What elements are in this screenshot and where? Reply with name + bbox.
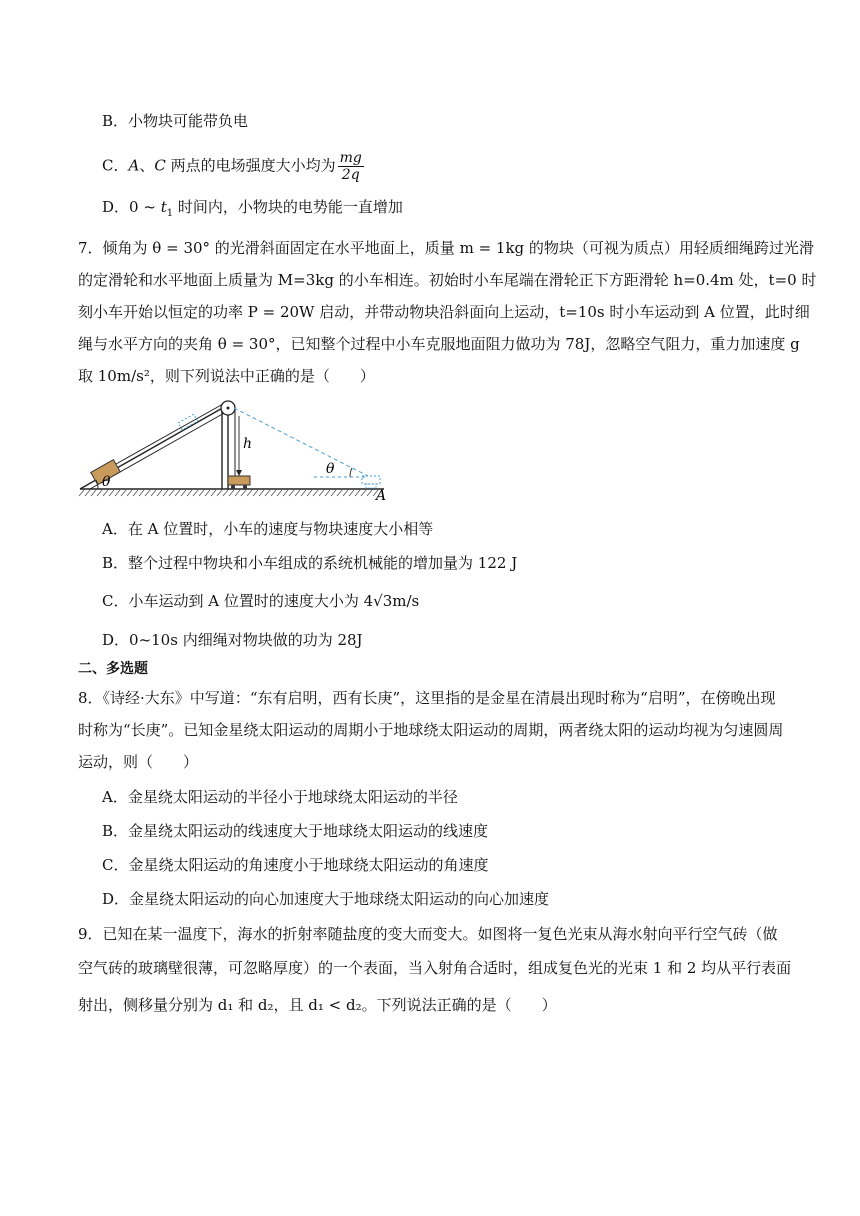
hatch-stroke <box>235 490 240 496</box>
q8-stem-line1: 8．《诗经·大东》中写道：“东有启明，西有长庚”，这里指的是金星在清晨出现时称为“启明”，在傍晚出现 <box>78 689 776 707</box>
q7-stem-line3: 刻小车开始以恒定的功率 P = 20W 启动，并带动物块沿斜面向上运动，t=10s 时小车运动到 A 位置，此时细 <box>78 303 810 321</box>
q6-option-d <box>102 197 403 224</box>
hatch-stroke <box>319 490 324 496</box>
q8-option-b: B．金星绕太阳运动的线速度大于地球绕太阳运动的线速度 <box>102 822 489 840</box>
hatch-stroke <box>223 490 228 496</box>
hatch-stroke <box>85 490 90 496</box>
q6-option-d-prefix: D．0 ~ <box>102 198 161 216</box>
hatch-stroke <box>343 490 348 496</box>
hatch-stroke <box>127 490 132 496</box>
cart-wheel-left <box>231 485 235 489</box>
q6-option-c-point-c: C <box>154 156 166 175</box>
angle-arc-right <box>350 468 352 477</box>
hatch-stroke <box>325 490 330 496</box>
hatch-stroke <box>91 490 96 496</box>
hatch-stroke <box>331 490 336 496</box>
h-label: h <box>243 436 253 452</box>
hatch-stroke <box>169 490 174 496</box>
cart <box>228 476 250 485</box>
section-title-multiple-choice: 二、多选题 <box>78 661 148 677</box>
q7-stem-line4: 绳与水平方向的夹角 θ = 30°，已知整个过程中小车克服地面阻力做功为 78J，忽略空气阻力，重力加速度 g <box>78 335 800 353</box>
h-arrow-head <box>236 470 242 476</box>
hatch-stroke <box>229 490 234 496</box>
hatch-stroke <box>199 490 204 496</box>
hatch-stroke <box>247 490 252 496</box>
hatch-stroke <box>241 490 246 496</box>
q9-stem-line1: 9．已知在某一温度下，海水的折射率随盐度的变大而变大。如图将一复色光束从海水射向平行空气砖（做 <box>78 925 778 943</box>
hatch-stroke <box>133 490 138 496</box>
hatch-stroke <box>367 490 372 496</box>
q7-option-b: B．整个过程中物块和小车组成的系统机械能的增加量为 122 J <box>102 554 518 572</box>
q9-stem-line3: 射出，侧移量分别为 d₁ 和 d₂，且 d₁ < d₂。下列说法正确的是（ ） <box>78 996 557 1014</box>
q6-option-d-sub: 1 <box>166 208 174 219</box>
hatch-stroke <box>361 490 366 496</box>
hatch-stroke <box>103 490 108 496</box>
q7-option-c: C．小车运动到 A 位置时的速度大小为 4√3m/s <box>102 592 420 610</box>
hatch-stroke <box>79 490 84 496</box>
q7-option-a: A．在 A 位置时，小车的速度与物块速度大小相等 <box>102 520 434 538</box>
hatch-stroke <box>211 490 216 496</box>
hatch-stroke <box>259 490 264 496</box>
q6-option-c-prefix: C． <box>102 156 129 175</box>
hatch-stroke <box>337 490 342 496</box>
hatch-stroke <box>277 490 282 496</box>
q7-figure <box>76 396 396 502</box>
hatch-stroke <box>163 490 168 496</box>
hatch-stroke <box>193 490 198 496</box>
hatch-stroke <box>175 490 180 496</box>
rope-incline <box>116 404 223 464</box>
q8-option-d: D．金星绕太阳运动的向心加速度大于地球绕太阳运动的向心加速度 <box>102 890 550 908</box>
fraction-denominator: 2q <box>341 167 360 183</box>
hatch-stroke <box>157 490 162 496</box>
q7-stem-line2: 的定滑轮和水平地面上质量为 M=3kg 的小车相连。初始时小车尾端在滑轮正下方距滑轮 h=0.4m 处，t=0 时 <box>78 271 817 289</box>
q6-option-d-text: 时间内，小物块的电势能一直增加 <box>173 198 403 216</box>
hatch-stroke <box>181 490 186 496</box>
fraction-numerator: mg <box>339 150 362 166</box>
hatch-stroke <box>109 490 114 496</box>
hatch-stroke <box>139 490 144 496</box>
hatch-stroke <box>115 490 120 496</box>
q8-stem-line3: 运动，则（ ） <box>78 753 199 771</box>
q6-option-d-t: t <box>160 198 167 216</box>
q7-stem-line1: 7．倾角为 θ = 30° 的光滑斜面固定在水平地面上，质量 m = 1kg 的物块（可视为质点）用轻质细绳跨过光滑 <box>78 239 814 257</box>
hatch-stroke <box>349 490 354 496</box>
hatch-stroke <box>283 490 288 496</box>
q8-stem-line2: 时称为“长庚”。已知金星绕太阳运动的周期小于地球绕太阳运动的周期，两者绕太阳的运动均视为匀速圆周 <box>78 721 784 739</box>
q8-option-c: C．金星绕太阳运动的角速度小于地球绕太阳运动的角速度 <box>102 856 489 874</box>
hatch-stroke <box>295 490 300 496</box>
hatch-stroke <box>355 490 360 496</box>
ground-hatching <box>79 490 378 496</box>
hatch-stroke <box>97 490 102 496</box>
hatch-stroke <box>289 490 294 496</box>
q6-option-c-sep: 、 <box>139 156 155 175</box>
theta-right-label: θ <box>326 461 335 477</box>
rope-final <box>234 408 368 476</box>
hatch-stroke <box>307 490 312 496</box>
hatch-stroke <box>271 490 276 496</box>
hatch-stroke <box>313 490 318 496</box>
hatch-stroke <box>253 490 258 496</box>
cart-final-base <box>366 484 376 488</box>
hatch-stroke <box>205 490 210 496</box>
q7-stem-line5: 取 10m/s²，则下列说法中正确的是（ ） <box>78 367 375 385</box>
q6-option-c-point-a: A <box>128 156 140 175</box>
hatch-stroke <box>187 490 192 496</box>
hatch-stroke <box>301 490 306 496</box>
q8-option-a: A．金星绕太阳运动的半径小于地球绕太阳运动的半径 <box>102 788 458 806</box>
pulley-axle <box>227 407 230 410</box>
q6-option-c-text: 两点的电场强度大小均为 <box>165 156 336 175</box>
q6-option-c-fraction <box>338 150 364 183</box>
theta-left-label: θ <box>102 474 111 490</box>
hatch-stroke <box>217 490 222 496</box>
q9-stem-line2: 空气砖的玻璃壁很薄，可忽略厚度）的一个表面，当入射角合适时，组成复色光的光束 1 和 2 均从平行表面 <box>78 959 792 977</box>
point-a-label: A <box>376 488 387 502</box>
hatch-stroke <box>265 490 270 496</box>
q6-option-b: B．小物块可能带负电 <box>102 112 249 130</box>
q6-option-c <box>102 150 366 183</box>
q7-option-d: D．0~10s 内细绳对物块做的功为 28J <box>102 631 363 649</box>
hatch-stroke <box>151 490 156 496</box>
hatch-stroke <box>121 490 126 496</box>
cart-wheel-right <box>243 485 247 489</box>
hatch-stroke <box>145 490 150 496</box>
